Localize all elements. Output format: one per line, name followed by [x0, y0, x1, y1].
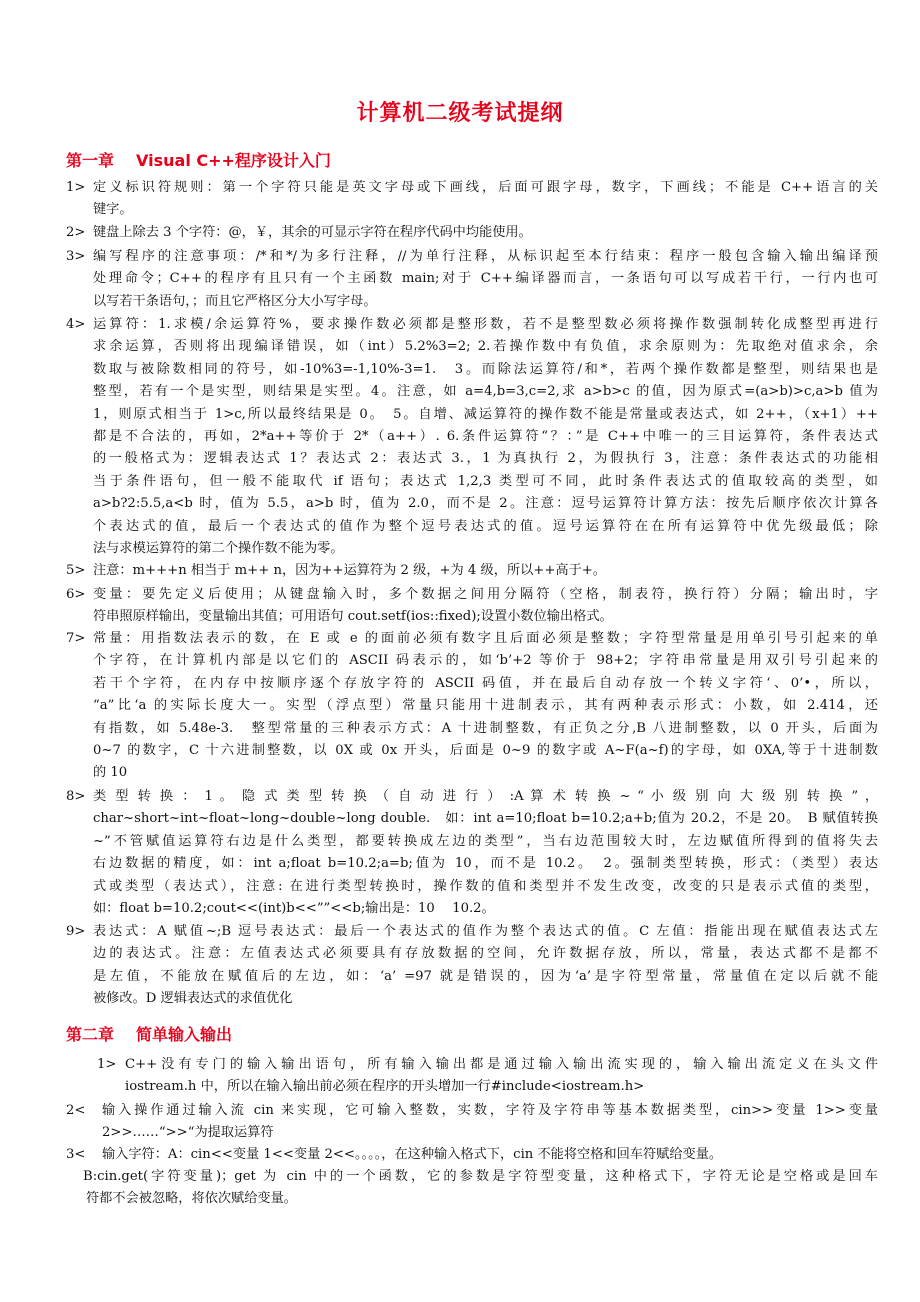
chapter-1-heading: [66, 148, 331, 171]
text-line: 的一般格式为：逻辑表达式 1？表达式 2：表达式 3.，1 为真执行 2，为假执行 3，注意：条件表达式的功能相: [93, 451, 878, 467]
chapter-2-number: 第二章: [66, 1025, 115, 1044]
text-line: 0~7 的数字，C 十六进制整数，以 0X 或 0x 开头，后面是 0~9 的数字或 A~F(a~f)的字母，如 0XA,等于十进制数: [93, 743, 878, 759]
list-item-text: [102, 1100, 878, 1145]
text-line: 符串照原样输出，变量输出其值；可用语句 cout.setf(ios::fixed);设置小数位输出格式。: [93, 609, 613, 625]
list-item-number: 2<: [66, 1103, 86, 1118]
text-line: 个字符，在计算机内部是以它们的 ASCII 码表示的，如‘b’+2 等价于 98+2；字符串常量是用双引号引起来的: [93, 653, 878, 669]
list-item-number: 6>: [66, 587, 86, 602]
text-line: 类 型 转 换 ： 1 。 隐 式 类 型 转 换 （ 自 动 进 行 ） :A 算 术 转 换 ~ “ 小 级 别 向 大 级 别 转 换 ” ，: [93, 789, 879, 804]
text-line: 有指数，如 5.48e-3. 整型常量的三种表示方式：A 十进制整数，有正负之分,B 八进制整数，以 0 开头，后面为: [93, 720, 878, 736]
text-line: 都是不合法的，再如，2*a++等价于 2*（a++）. 6.条件运算符“？：”是 C++中唯一的三目运算符，条件表达式: [93, 429, 878, 445]
list-item-number: 4>: [66, 317, 86, 332]
text-line: char~short~int~float~long~double~long double. 如：int a=10;float b=10.2;a+b;值为 20.2，不是 20。 B 赋值转换: [93, 811, 878, 827]
text-line: 1，则原式相当于 1>c,所以最终结果是 0。 5。自增、减运算符的操作数不能是常量或表达式，如 2++，（x+1）++: [93, 406, 878, 422]
list-item-text: [93, 314, 878, 560]
text-line: 处理命令；C++的程序有且只有一个主函数 main;对于 C++编译器而言，一条语句可以写成若干行，一行内也可: [93, 271, 878, 287]
chapter-1-name: Visual C++程序设计入门: [136, 151, 331, 170]
list-item-text: [102, 1144, 878, 1166]
text-line: 如：float b=10.2;cout<<(int)b<<””<<b;输出是：10 10.2。: [93, 901, 495, 917]
text-line: 边的表达式。注意：左值表达式必须要具有存放数据的空间，允许数据存放，所以，常量，表达式都不是都不: [93, 946, 878, 962]
list-item-text: [93, 786, 878, 920]
list-item-text: [125, 1054, 878, 1099]
text-line: 以写若干条语句，；而且它严格区分大小写字母。: [93, 293, 377, 309]
text-line: 是左值，不能放在赋值后的左边，如：‘a’ =97 就是错误的，因为‘a’是字符型常量，常量值在定以后就不能: [93, 968, 878, 984]
list-item-text: [93, 560, 878, 582]
text-line: 运算符：1.求模/余运算符%，要求操作数必须都是整形数，若不是整型数必须将操作数强制转化成整型再进行: [93, 317, 878, 332]
list-item-number: 1>: [66, 180, 86, 195]
list-item-text: [93, 222, 878, 244]
list-item-text: [93, 177, 878, 222]
text-line: “a”比‘a 的实际长度大一。实型（浮点型）常量只能用十进制表示，其有两种表示形式：小数，如 2.414，还: [93, 698, 878, 714]
list-item-continuation: [83, 1166, 878, 1211]
text-line: 符都不会被忽略，将依次赋给变量。: [86, 1191, 297, 1207]
text-line: ~”不管赋值运算符右边是什么类型，都要转换成左边的类型”，当右边范围较大时，左边赋值所得到的值将失去: [93, 833, 878, 849]
list-item-text: [93, 584, 878, 629]
text-line: 法与求模运算符的第二个操作数不能为零。: [93, 541, 344, 557]
text-line: 被修改。D 逻辑表达式的求值优化: [93, 991, 293, 1007]
list-item-text: [93, 921, 878, 1011]
text-line: 右边数据的精度，如：int a;float b=10.2;a=b;值为 10，而不是 10.2。 2。强制类型转换，形式：（类型）表达: [93, 856, 878, 872]
text-line: C++没有专门的输入输出语句，所有输入输出都是通过输入输出流实现的，输入输出流定义在头文件: [125, 1057, 878, 1072]
text-line: 若干个字符，在内存中按顺序逐个存放字符的 ASCII 码值，并在最后自动存放一个转义字符‘、0’•，所以，: [93, 675, 878, 691]
text-line: 键盘上除去 3 个字符：@，￥，其余的可显示字符在程序代码中均能使用。: [93, 225, 532, 240]
text-line: 求余运算，否则将出现编译错误，如（int）5.2%3=2; 2.若操作数中有负值，求余原则为：先取绝对值求余，余: [93, 339, 878, 355]
list-item-text: [93, 246, 878, 313]
list-item-number: 3>: [66, 249, 86, 264]
text-line: 常量：用指数法表示的数，在 E 或 e 的面前必须有数字且后面必须是整数；字符型常量是用单引号引起来的单: [93, 631, 878, 646]
text-line: 编写程序的注意事项：/*和*/为多行注释，//为单行注释，从标识起至本行结束：程序一般包含输入输出编译预: [93, 249, 878, 264]
list-item-number: 7>: [66, 631, 86, 646]
text-line: 2>>……“>>“为提取运算符: [102, 1125, 274, 1141]
list-item-number: 3<: [66, 1147, 86, 1162]
list-item-text: [93, 628, 878, 785]
text-line: a>b?2:5.5,a<b 时，值为 5.5，a>b 时，值为 2.0，而不是 2。注意：逗号运算符计算方法：按先后顺序依次计算各: [93, 496, 878, 512]
chapter-2-name: 简单输入输出: [136, 1025, 233, 1044]
text-line: B:cin.get(字符变量)；get 为 cin 中的一个函数，它的参数是字符型变量，这种格式下，字符无论是空格或是回车: [83, 1169, 878, 1184]
chapter-2-heading: [66, 1022, 232, 1045]
text-line: 输入操作通过输入流 cin 来实现，它可输入整数，实数，字符及字符串等基本数据类型，cin>>变量 1>>变量: [102, 1103, 878, 1118]
text-line: 键字。: [93, 202, 133, 218]
text-line: iostream.h 中，所以在输入输出前必须在程序的开头增加一行#include<iostream.h>: [125, 1079, 645, 1095]
list-item-number: 2>: [66, 225, 86, 240]
list-item-number: 9>: [66, 924, 86, 939]
text-line: 当于条件语句，但一般不能取代 if 语句；表达式 1,2,3 类型可不同，此时条件表达式的值取较高的类型，如: [93, 473, 878, 489]
text-line: 定义标识符规则：第一个字符只能是英文字母或下画线，后面可跟字母，数字，下画线；不能是 C++语言的关: [93, 180, 878, 195]
list-item-number: 5>: [66, 563, 86, 578]
page-title: 计算机二级考试提纲: [356, 101, 564, 126]
list-item-number: 8>: [66, 789, 86, 804]
text-line: 个表达式的值，最后一个表达式的值作为整个逗号表达式的值。逗号运算符在在所有运算符中优先级最低；除: [93, 518, 878, 534]
list-item-number: 1>: [97, 1057, 117, 1072]
text-line: 整型，若有一个是实型，则结果是实型。4。注意，如 a=4,b=3,c=2,求 a>b>c 的值，因为原式=(a>b)>c,a>b 值为: [93, 384, 878, 400]
text-line: 表达式：A 赋值~;B 逗号表达式：最后一个表达式的值作为整个表达式的值。C 左值：指能出现在赋值表达式左: [93, 924, 878, 939]
text-line: 数取与被除数相同的符号，如-10%3=-1,10%-3=1. 3。而除法运算符/和*，若两个操作数都是整型，则结果也是: [93, 361, 878, 377]
text-line: 注意：m+++n 相当于 m++ n，因为++运算符为 2 级，+为 4 级，所以++高于+。: [93, 563, 606, 578]
chapter-1-number: 第一章: [66, 151, 115, 170]
text-line: 变量：要先定义后使用；从键盘输入时，多个数据之间用分隔符（空格，制表符，换行符）分隔；输出时，字: [93, 587, 878, 602]
text-line: 的 10: [93, 765, 128, 781]
text-line: 输入字符：A：cin<<变量 1<<变量 2<<。。。。，在这种输入格式下，cin 不能将空格和回车符赋给变量。: [102, 1147, 723, 1162]
text-line: 式或类型（表达式），注意: 在进行类型转换时，操作数的值和类型并不发生改变，改变的只是表示式值的类型，: [93, 878, 878, 894]
